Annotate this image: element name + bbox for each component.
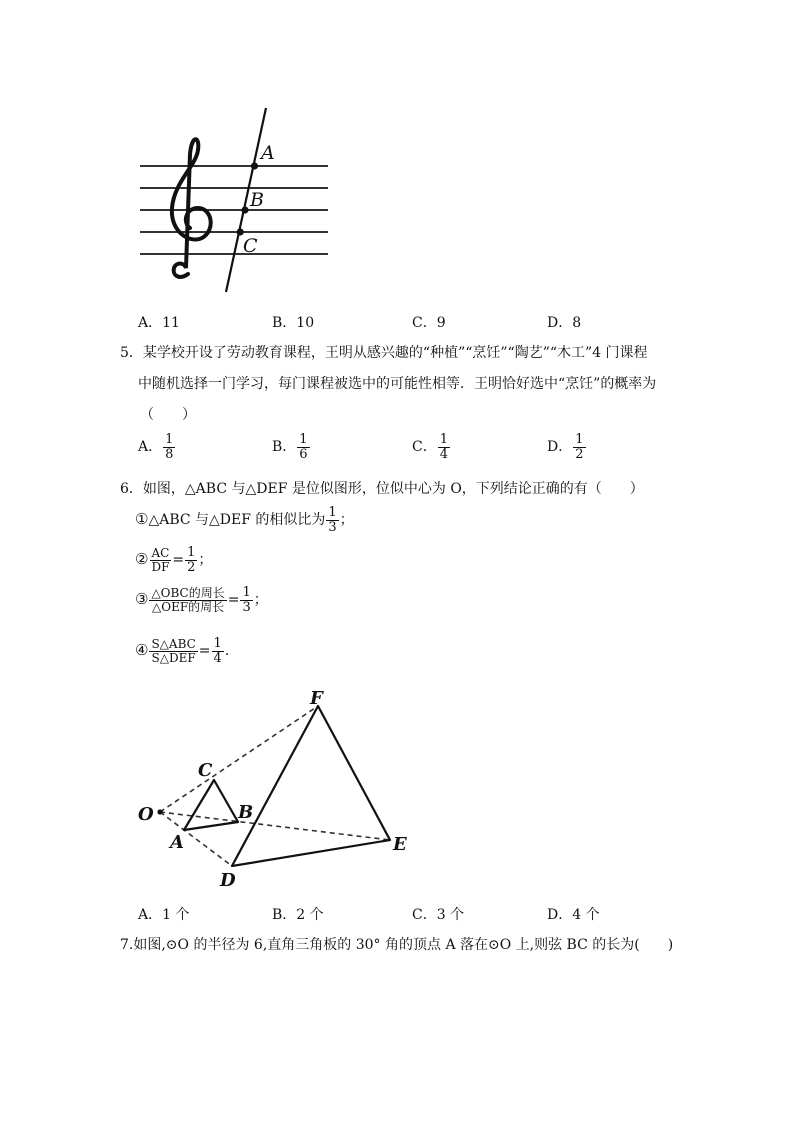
label-f: F [310, 690, 323, 709]
q6-statement-4: ④ $\frac{\text{S△ABC}}{\text{S△DEF}}$ = $\frac{1}{4}$ . [135, 636, 230, 666]
q6-statement-3: ③ $\frac{\text{△OBC的周长}}{\text{△OEF的周长}}$ = $\frac{1}{3}$ ； [135, 585, 268, 615]
q4-option-b: B．10 [272, 315, 315, 331]
label-c: C [198, 760, 213, 781]
q6-option-c: C．3 个 [412, 907, 465, 923]
q6-option-a: A．1 个 [138, 907, 190, 923]
label-a: A [170, 832, 184, 853]
point-label-b: B [250, 189, 264, 211]
point-label-a: A [261, 142, 275, 164]
q5-line-2: 中随机选择一门学习，每门课程被选中的可能性相等．王明恰好选中“烹饪”的概率为 [138, 376, 657, 392]
homothety-figure [130, 690, 430, 895]
q6-option-d: D．4 个 [547, 907, 600, 923]
label-e: E [393, 834, 407, 855]
q5-option-b: B． $\frac{1}{6}$ [272, 432, 308, 462]
q7-stem: 7.如图,⊙O 的半径为 6,直角三角板的 30° 角的顶点 A 落在⊙O 上,则弦 BC 的长为( ) [120, 937, 674, 953]
treble-clef-icon [172, 139, 211, 277]
q4-option-d: D．8 [547, 315, 582, 331]
q6-statement-2: ② $\frac{AC}{DF}$ = $\frac{1}{2}$ ； [135, 545, 213, 575]
q5-line-3: （ ） [140, 407, 196, 423]
staff-figure [140, 104, 340, 294]
q4-option-a: A．11 [138, 315, 180, 331]
q6-option-b: B．2 个 [272, 907, 324, 923]
q6-statement-1: ①△ABC 与△DEF 的相似比为 $\frac{1}{3}$ ； [135, 505, 354, 535]
label-b: B [238, 802, 254, 823]
label-o: O [138, 804, 154, 825]
q4-option-c: C．9 [412, 315, 446, 331]
label-d: D [220, 870, 236, 891]
q5-line-1: 5．某学校开设了劳动教育课程，王明从感兴趣的“种植”“烹饪”“陶艺”“木工”4 门课程 [120, 345, 648, 361]
q5-option-a: A． $\frac{1}{8}$ [138, 432, 174, 462]
q5-option-d: D． $\frac{1}{2}$ [547, 432, 584, 462]
point-label-c: C [243, 235, 258, 257]
q6-stem: 6．如图，△ABC 与△DEF 是位似图形，位似中心为 O，下列结论正确的有（ ） [120, 481, 644, 497]
q5-option-c: C． $\frac{1}{4}$ [412, 432, 448, 462]
